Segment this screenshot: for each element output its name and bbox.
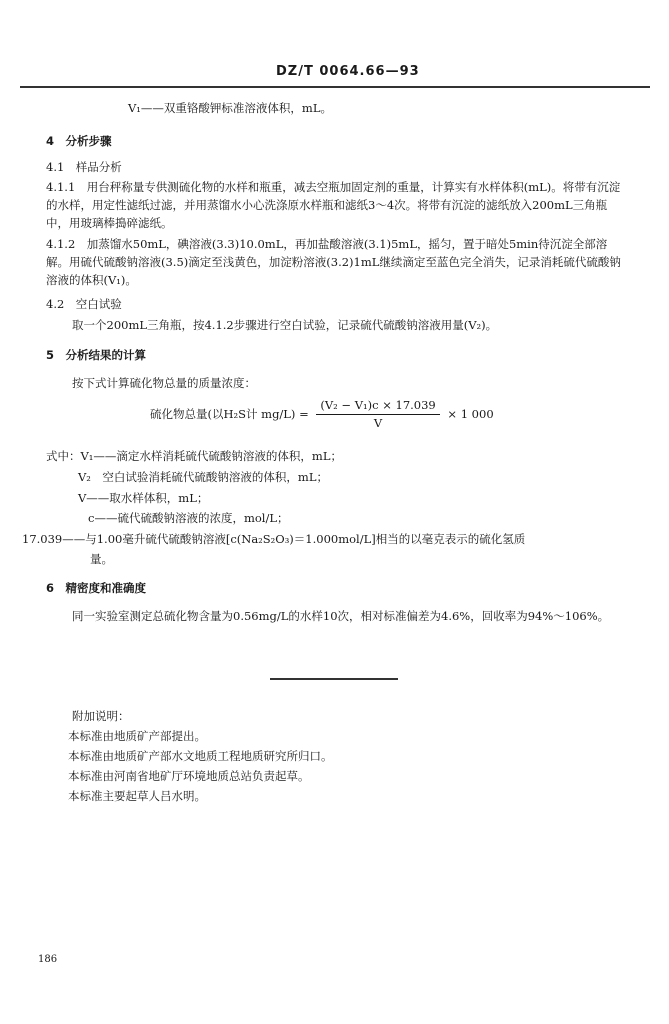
paragraph-4-1-1: 4.1.1 用台秤称量专供测硫化物的水样和瓶重，减去空瓶加固定剂的重量，计算实有水样体积(mL)。将带有沉淀的水样，用定性滤纸过滤，并用蒸馏水小心洗涤原水样瓶和滤纸3～4次。将带有沉淀的滤纸放入200mL三角瓶中，用玻璃棒搗碎滤纸。 [46, 180, 621, 230]
page-number: 186 [38, 954, 58, 965]
note-1: 本标准由地质矿产部提出。 [68, 729, 206, 743]
where-v: V——取水样体积，mL； [78, 491, 209, 505]
section-divider [270, 678, 398, 680]
where-c: c——硫代硫酸钠溶液的浓度，mol/L； [88, 511, 289, 525]
paragraph-6: 同一实验室测定总硫化物含量为0.56mg/L的水样10次，相对标准偏差为4.6%，回收率为94%～106%。 [72, 609, 610, 623]
v1-definition: V₁——双重铬酸钾标准溶液体积，mL。 [128, 101, 332, 115]
notes-title: 附加说明： [72, 709, 130, 723]
paragraph-5: 按下式计算硫化物总量的质量浓度： [72, 376, 256, 390]
where-constant-cont: 量。 [90, 552, 113, 566]
where-v2: V₂ 空白试验消耗硫代硫酸钠溶液的体积，mL； [78, 470, 328, 484]
formula-fraction [316, 397, 439, 433]
header-rule [20, 86, 650, 88]
section-4-1-title: 4.1 样品分析 [46, 160, 122, 174]
note-4: 本标准主要起草人吕水明。 [68, 789, 206, 803]
note-3: 本标准由河南省地矿厅环境地质总站负责起草。 [68, 769, 310, 783]
formula-denominator: V [373, 416, 383, 431]
standard-header: DZ/T 0064.66—93 [276, 64, 420, 79]
paragraph-4-1-2: 4.1.2 加蒸馏水50mL，碘溶液(3.3)10.0mL，再加盐酸溶液(3.1)5mL，摇匀，置于暗处5min待沉淀全部溶解。用硫代硫酸钠溶液(3.5)滴定至浅黄色，加淀粉溶液(3.2)1mL继续滴定至蓝色完全消失，记录消耗硫代硫酸钠溶液的体积(V₁)。 [46, 237, 621, 287]
formula-rhs: × 1 000 [447, 406, 494, 421]
section-4-2-title: 4.2 空白试验 [46, 297, 122, 311]
formula-lhs: 硫化物总量(以H₂S计 mg/L) = [150, 406, 309, 421]
section-6-title: 6 精密度和准确度 [46, 581, 147, 595]
calculation-formula [150, 397, 494, 433]
where-v1: 式中：V₁——滴定水样消耗硫代硫酸钠溶液的体积，mL； [46, 449, 342, 463]
where-constant: 17.039——与1.00毫升硫代硫酸钠溶液[c(Na₂S₂O₃)＝1.000mol/L]相当的以毫克表示的硫化氢质 [22, 532, 526, 546]
formula-numerator: (V₂ − V₁)c × 17.039 [316, 397, 439, 415]
paragraph-4-2: 取一个200mL三角瓶，按4.1.2步骤进行空白试验，记录硫代硫酸钠溶液用量(V₂)。 [72, 318, 498, 332]
section-4-title: 4 分析步骤 [46, 134, 112, 148]
section-5-title: 5 分析结果的计算 [46, 348, 147, 362]
note-2: 本标准由地质矿产部水文地质工程地质研究所归口。 [68, 749, 333, 763]
